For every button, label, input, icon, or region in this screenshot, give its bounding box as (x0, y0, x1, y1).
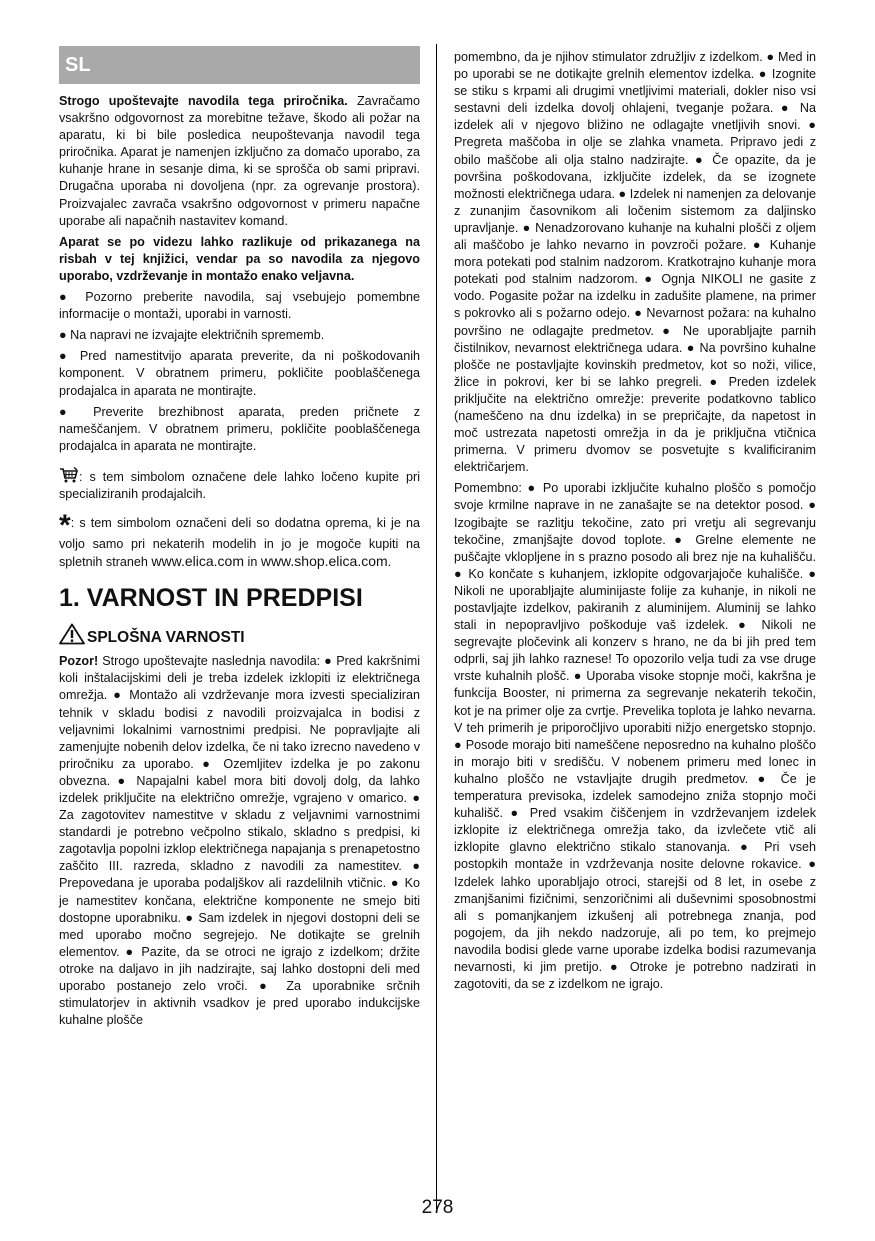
cart-symbol-note (59, 467, 420, 503)
column-divider (436, 44, 437, 1209)
right-column (454, 49, 816, 997)
section-title: 1. VARNOST IN PREDPISI (59, 584, 363, 613)
shopping-cart-icon (59, 467, 79, 483)
elica-shop-link[interactable]: www.shop.elica.com (260, 553, 388, 570)
subsection-title (59, 623, 420, 649)
bullet-check-integrity: ● Preverite brezhibnost aparata, preden pričnete z nameščanjem. V obratnem primeru, pokličite pooblaščenega prodajalca in aparata ne montirajte. (59, 404, 420, 453)
elica-link[interactable]: www.elica.com (151, 553, 245, 570)
language-header-bar (59, 46, 420, 84)
accessory-symbol-text: : s tem simbolom označeni deli so dodatna oprema, ki je na voljo samo pri nekaterih modelih in jo je mogoče kupiti na spletnih straneh (59, 516, 420, 570)
page-number: 278 (421, 1197, 454, 1218)
safety-text-left: Strogo upoštevajte naslednja navodila: ● Pred kakršnimi koli inštalacijskimi deli je treba izdelek izklopiti iz električnega omrežja. ● Montažo ali vzdrževanje mora izvesti specializiran tehnik v skladu bodisi z navodili proizvajalca in bodisi z veljavnimi lokalnimi varnostnimi predpisi. Ne popravljajte ali zamenjujte nobenih delov izdelka, če ni tako izrecno navedeno v priročniku za uporabo. ● Ozemljitev izdelka je po zakonu obvezna. ● Napajalni kabel mora biti dovolj dolg, da lahko izdelek priključite na električno omrežje, vgrajeno v omarico. ● Za zagotovitev namestitve v skladu z veljavnimi varnostnimi standardi je potrebno večpolno stikalo, skladno s predpisi, ki zagotavlja popolni izklop električnega napajanja s prenapetostno zaščito III. razreda, skladno z navodili za namestitev. ● Prepovedana je uporaba podaljškov ali razdelilnih vtičnic. ● Ko je namestitev končana, električne komponente ne smejo biti dostopne uporabniku. ● Sam izdelek in njegovi dostopni deli se med uporabo močno segrejejo. Ne dotikajte se grelnih elementov. ● Pazite, da se otroci ne igrajo z izdelkom; držite otroke na daljavo in jih nadzirajte, saj lahko dostopni deli med uporabo postanejo zelo vroči. ● Za uporabnike srčnih stimulatorjev in aktivnih vsadkov je pred uporabo indukcijske kuhalne plošče (59, 654, 420, 1028)
accessory-symbol-note (59, 509, 420, 571)
bullet-no-electrical-changes: ● Na napravi ne izvajajte električnih sprememb. (59, 328, 325, 343)
intro-text: Zavračamo vsakršno odgovornost za morebitne težave, škodo ali požar na aparatu, ki bi bile posledica neupoštevanja navodil tega priročnika. Aparat je namenjen izključno za domačo uporabo, za kuhanje hrane in sesanje dima, ki se sprošča ob sami pripravi. Drugačna uporaba ni dovoljena (npr. za ogrevanje prostora). Proizvajalec zavrača vsakršno odgovornost v primeru napačne uporabe ali napačnih nastavitev komand. (59, 94, 420, 228)
cart-symbol-text: : s tem simbolom označene dele lahko ločeno kupite pri specializiranih prodajalcih. (59, 469, 420, 501)
safety-paragraph-right-2: Pomembno: ● Po uporabi izključite kuhalno ploščo s pomočjo svoje krmilne naprave in ne zanašajte se na detektor posod. ● Izogibajte se razlitju tekočine, zato pri vretju ali segrevanju tekočine, zmanjšajte dovod toplote. ● Grelne elemente ne puščajte vklopljene in s prazno posodo ali brez nje na kuhališču. ● Ko končate s kuhanjem, izklopite odgovarjajoče kuhališče. ● Nikoli ne uporabljajte aluminijaste folije za kuhanje, in nikoli ne postavljajte izdelkov, pakiranih z aluminijem. Aluminij se lahko stali in nepopravljivo poškoduje vaš izdelek. ● Nikoli ne segrevajte pločevink ali konzerv s hrano, ne da bi jih pred tem odprli, saj jih lahko raznese! To opozorilo velja tudi za vse druge vrste kuhalnih plošč. ● Uporaba visoke stopnje moči, kakršna je funkcija Booster, ni primerna za segrevanje nekaterih tekočin, kot je na primer olje za cvrtje. Prevelika toplota je lahko nevarna. V teh primerih je priporočljivo uporabiti nižjo energetsko stopnjo. ● Posode morajo biti nameščene neposredno na kuhalno ploščo in morajo biti v središču. V nobenem primeru med lonec in kuhalno ploščo ne vstavljajte drugih predmetov. ● Če je temperatura previsoka, izdelek samodejno zniža stopnjo moči kuhališč. ● Pred vsakim čiščenjem in vzdrževanjem izdelek izklopite iz električnega omrežja tako, da izvlečete vtič ali izklopite glavno električno stikalo stanovanja. ● Pri vseh postopkih montaže in vzdrževanja nosite delovne rokavice. ● Izdelek lahko uporabljajo otroci, starejši od 8 let, in osebe z zmanjšanimi fizičnimi, senzoričnimi ali duševnimi sposobnostmi ali s pomanjkanjem izkušenj ali potrebnega znanja, pod pogojem, da jih nekdo nadzoruje, ali po tem, ko prejmejo navodila bodisi glede varne uporabe izdelka bodisi razumevanja nevarnosti, ki jim pretijo. ● Otroke je potrebno nadzirati in zagotoviti, da se z izdelkom ne igrajo. (454, 481, 816, 992)
bullet-read-instructions: ● Pozorno preberite navodila, saj vsebujejo pomembne informacije o montaži, uporabi in varnosti. (59, 290, 420, 322)
subsection-title-text: SPLOŠNA VARNOSTI (87, 629, 245, 647)
and-word: in (244, 555, 261, 570)
intro-paragraph (59, 93, 420, 230)
language-code: SL (65, 54, 91, 76)
safety-paragraph-left (59, 653, 420, 1029)
left-column (59, 46, 420, 1033)
bullet-check-components: ● Pred namestitvijo aparata preverite, da ni poškodovanih komponent. V obratnem primeru, pokličite pooblaščenega prodajalca in aparata ne montirajte. (59, 349, 420, 398)
warning-triangle-icon (59, 623, 85, 645)
asterisk-icon: * (59, 509, 71, 543)
url-end: . (387, 555, 392, 570)
pozor-label: Pozor! (59, 654, 99, 669)
appearance-note: Aparat se po videzu lahko razlikuje od prikazanega na risbah v tej knjižici, vendar pa so navodila za njegovo uporabo, vzdrževanje in montažo enako veljavna. (59, 234, 420, 283)
intro-bold: Strogo upoštevajte navodila tega priročnika. (59, 94, 348, 108)
safety-paragraph-right-1: pomembno, da je njihov stimulator združljiv z izdelkom. ● Med in po uporabi se ne dotikajte grelnih elementov izdelka. ● Izognite se stiku s krpami ali drugimi vnetljivimi materiali, dokler niso vsi sestavni deli izdelka dovolj ohlajeni, tveganje požara. ● Na izdelek ali v njegovo bližino ne odlagajte vnetljivih snovi. ● Pregreta maščoba in olje se zlahka vnameta. Pripravo jedi z obilo maščobe ali olja stalno nadzirajte. ● Če opazite, da je površina poškodovana, izključite izdelek, da se izognete možnosti električnega udara. ● Izdelek ni namenjen za delovanje z zunanjim časovnikom ali ločenim sistemom za daljinsko upravljanje. ● Nenadzorovano kuhanje na kuhalni plošči z oljem ali maščobo je lahko nevarno in povzroči požare. ● Kuhanje mora potekati pod stalnim nadzorom. Kratkotrajno kuhanje mora potekati pod stalnim nadzorom. ● Ognja NIKOLI ne gasite z vodo. Pogasite požar na izdelku in zadušite plamene, na primer s pokrovko ali s požarno odejo. ● Nevarnost požara: na kuhalno površino ne odlagajte predmetov. ● Ne uporabljajte parnih čistilnikov, nevarnost električnega udara. ● Na površino kuhalne plošče ne postavljajte kovinskih predmetov, kot so noži, vilice, žlice in pokrovi, ker bi se lahko pregreli. ● Preden izdelek priključite na električno omrežje: preverite podatkovno tablico (nameščeno na dnu izdelka) in se prepričajte, da napetost in moč ustrezata napetosti omrežja in da je priključna vtičnica primerna. V primeru dvomov se posvetujte s kvalificiranim električarjem. (454, 50, 816, 475)
